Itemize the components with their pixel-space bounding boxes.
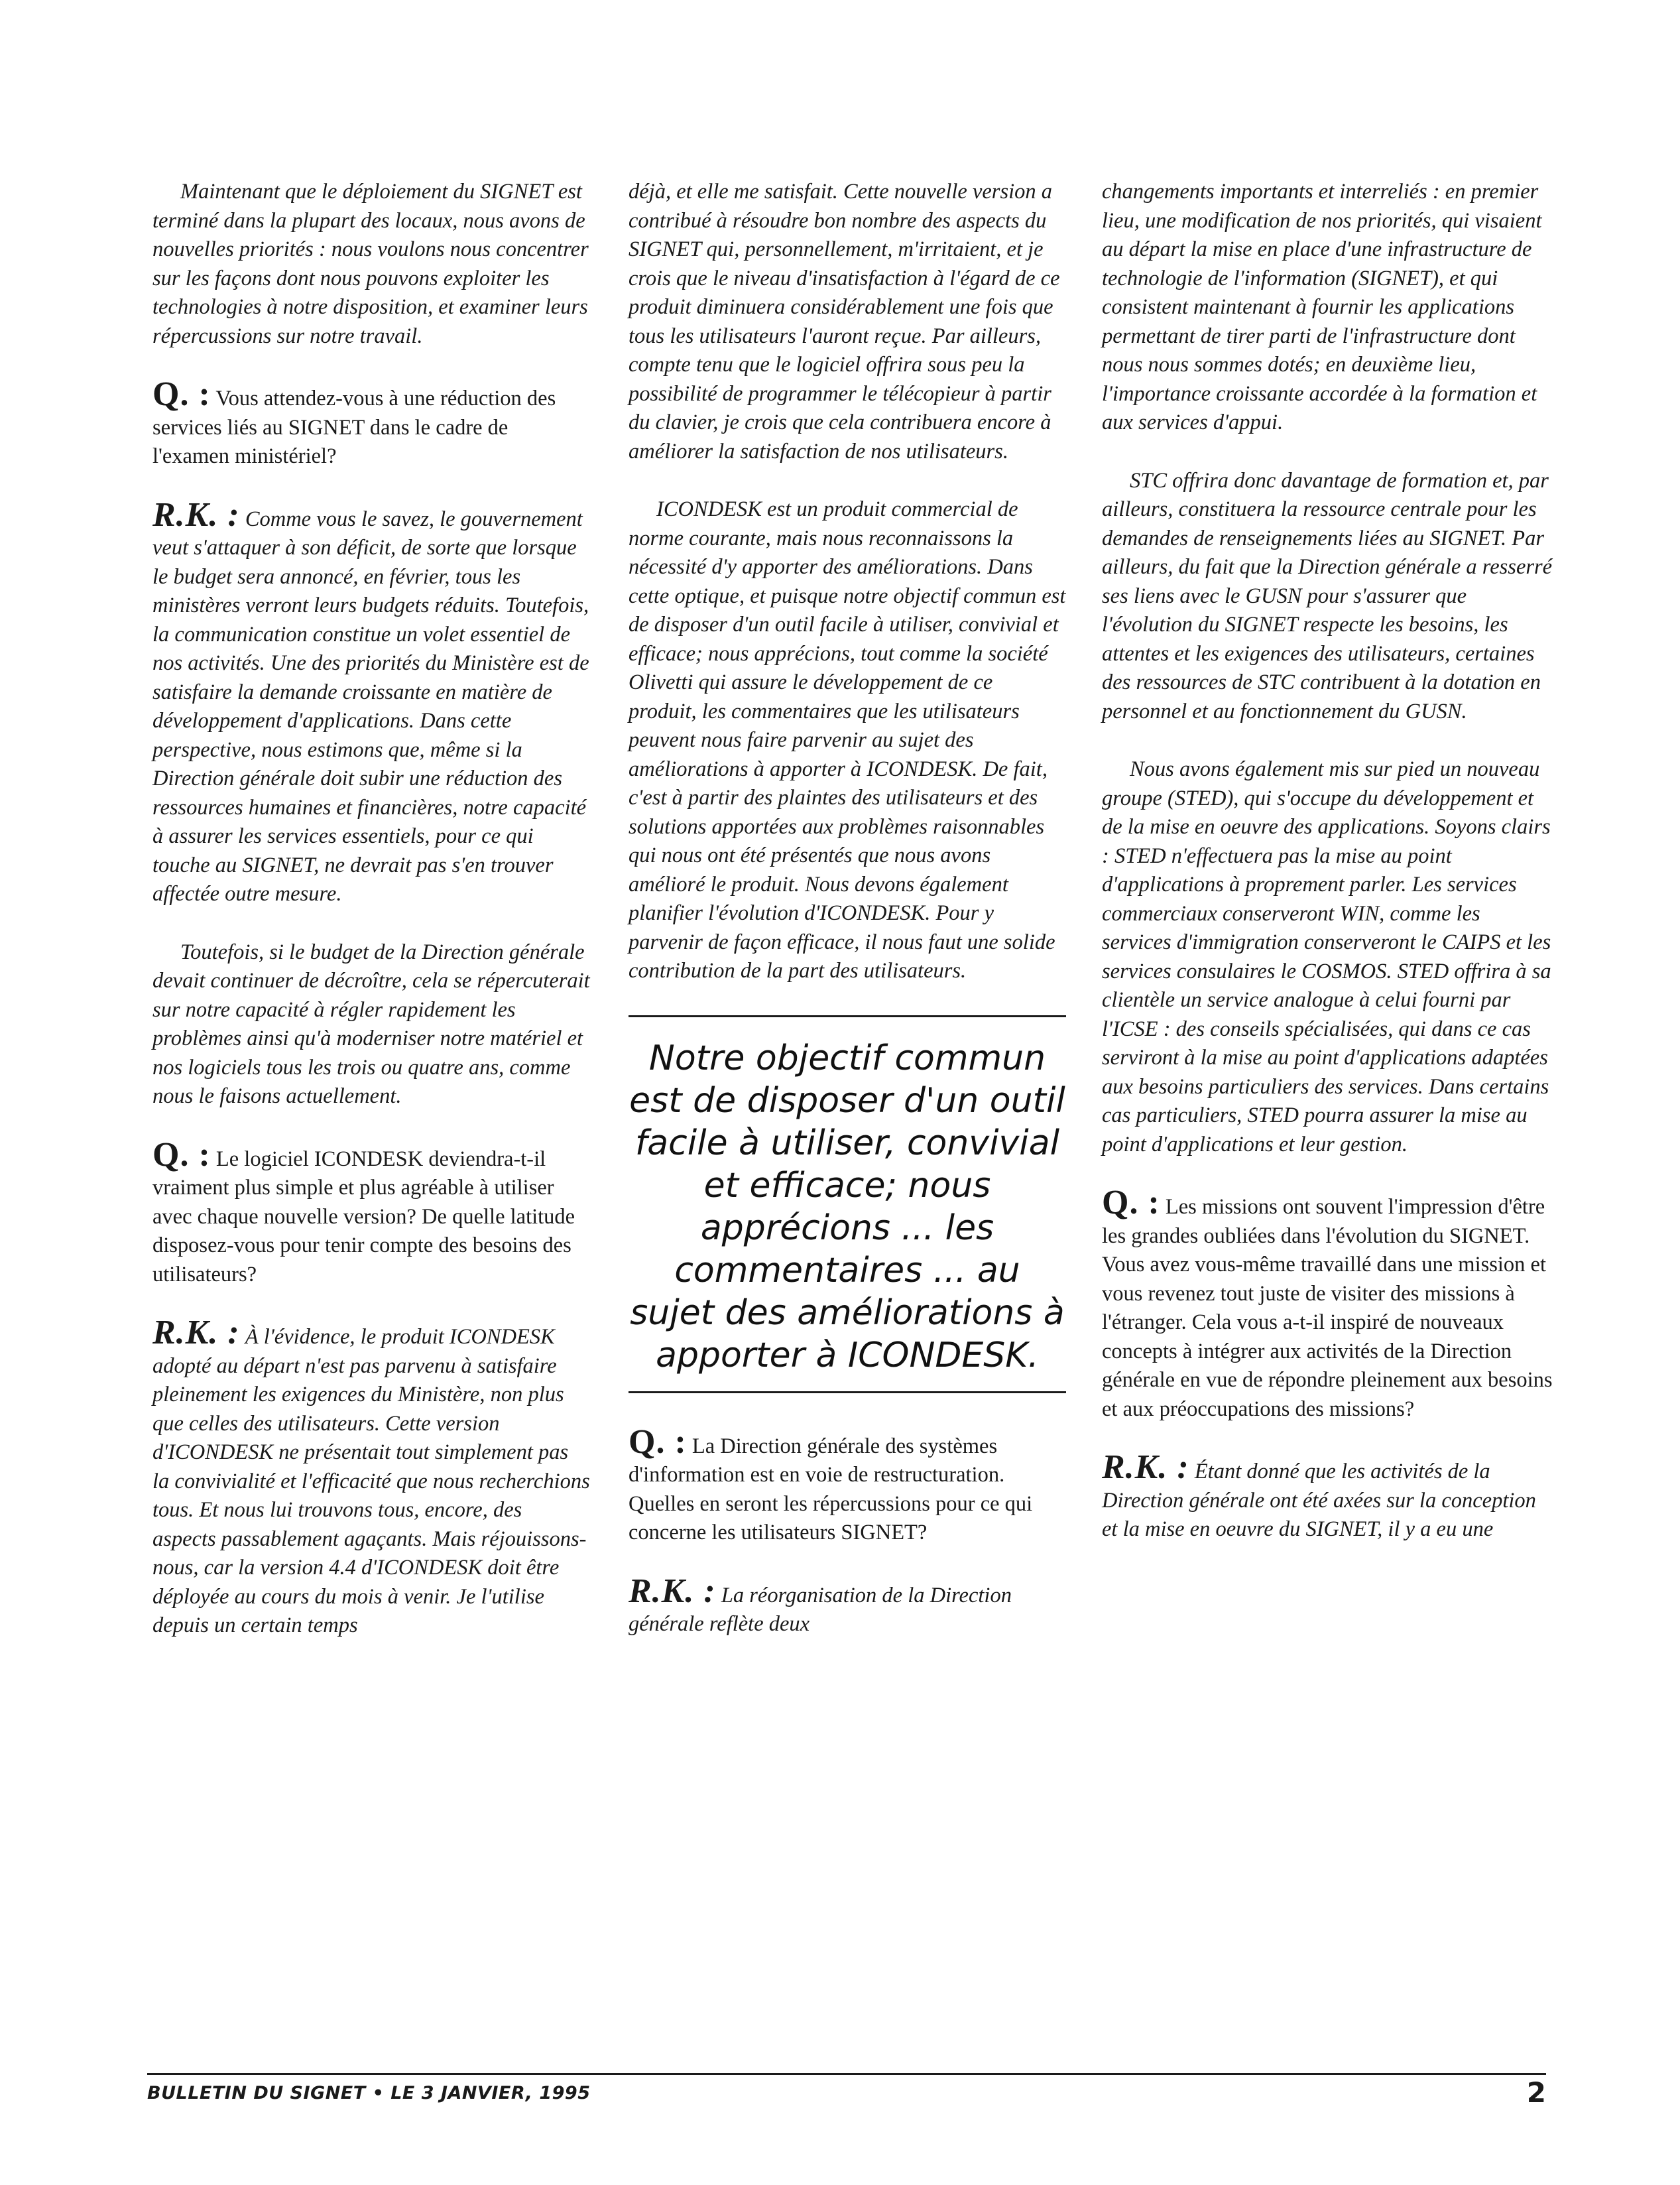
column-2 (629, 178, 1066, 1668)
answer-label: R.K. : (629, 1572, 716, 1610)
answer (629, 1572, 1066, 1639)
answer (152, 495, 590, 909)
answer-label: R.K. : (1102, 1448, 1189, 1486)
question (1102, 1184, 1553, 1424)
paragraph: Maintenant que le déploiement du SIGNET est terminé dans la plupart des locaux, nous avons de nouvelles priorités : nous voulons nous concentrer sur les façons dont nous pouvons exploiter les technologies à notre disposition, et examiner leurs répercussions sur notre travail. (152, 180, 589, 348)
question-label: Q. : (1102, 1184, 1160, 1221)
paragraph: Toutefois, si le budget de la Direction générale devait continuer de décroître, cela se répercuterait sur notre capacité à régler rapidement les problèmes ainsi qu'à moderniser notre matériel et nos logiciels tous les trois ou quatre ans, comme nous le faisons actuellement. (152, 940, 590, 1108)
question-label: Q. : (629, 1422, 687, 1461)
paragraph: déjà, et elle me satisfait. Cette nouvelle version a contribué à résoudre bon nombre des aspects du SIGNET qui, personnellement, m'irritaient, et je crois que le niveau d'insatisfaction à l'égard de ce produit diminuera considérablement une fois que tous les utilisateurs l'auront reçue. Par ailleurs, compte tenu que le logiciel offrira sous peu la possibilité de programmer le télécopieur à partir du clavier, je crois que cela contribuera encore à améliorer la satisfaction de nos utilisateurs. (629, 180, 1060, 464)
pull-quote (629, 1015, 1066, 1393)
answer-text: La réorganisation de la Direction générale reflète deux (629, 1583, 1012, 1636)
question-text: Les missions ont souvent l'impression d'être les grandes oubliées dans l'évolution du SIGNET. Vous avez vous-même travaillé dans une mission et vous revenez tout juste de visiter des missions à l'étranger. Cela vous a-t-il inspiré de nouveaux concepts à intégrer aux activités de la Direction générale en vue de répondre pleinement aux besoins et aux préoccupations des missions? (1102, 1195, 1553, 1421)
answer-text: Étant donné que les activités de la Direction générale ont été axées sur la conception et la mise en oeuvre du SIGNET, il y a eu une (1102, 1460, 1536, 1541)
paragraph: Nous avons également mis sur pied un nouveau groupe (STED), qui s'occupe du développement et de la mise en oeuvre des applications. Soyons clairs : STED n'effectuera pas la mise au point d'applications à proprement parler. Les services commerciaux conserveront WIN, comme les services d'immigration conserveront le CAIPS et les services consulaires le COSMOS. STED offrira à sa clientèle un service analogue à celui fourni par l'ICSE : des conseils spécialisées, qui dans ce cas serviront à la mise au point d'applications adaptées aux besoins particuliers des services. Dans certains cas particuliers, STED pourra assurer la mise au point d'applications et leur gestion. (1102, 757, 1551, 1156)
answer-text: À l'évidence, le produit ICONDESK adopté au départ n'est pas parvenu à satisfaire pleinement les exigences du Ministère, non plus que celles des utilisateurs. Cette version d'ICONDESK ne présentait tout simplement pas la convivialité et l'efficacité que nous recherchions tous. Et nous lui trouvons tous, encore, des aspects passablement agaçants. Mais réjouissons-nous, car la version 4.4 d'ICONDESK doit être déployée au cours du mois à venir. Je l'utilise depuis un certain temps (152, 1325, 590, 1637)
question-text: Le logiciel ICONDESK deviendra-t-il vraiment plus simple et plus agréable à utiliser avec chaque nouvelle version? De quelle latitude disposez-vous pour tenir compte des besoins des utilisateurs? (152, 1147, 575, 1286)
paragraph: ICONDESK est un produit commercial de norme courante, mais nous reconnaissons la nécessité d'y apporter des améliorations. Dans cette optique, et puisque notre objectif commun est de disposer d'un outil facile à utiliser, convivial et efficace; nous apprécions, tout comme la société Olivetti qui assure le développement de ce produit, les commentaires que les utilisateurs peuvent nous faire parvenir au sujet des améliorations à apporter à ICONDESK. De fait, c'est à partir des plaintes des utilisateurs et des solutions apportées aux problèmes raisonnables qui nous ont été présentés que nous avons amélioré le produit. Nous devons également planifier l'évolution d'ICONDESK. Pour y parvenir de façon efficace, il nous faut une solide contribution de la part des utilisateurs. (629, 497, 1066, 983)
paragraph: STC offrira donc davantage de formation et, par ailleurs, constituera la ressource centrale pour les demandes de renseignements liées au SIGNET. Par ailleurs, du fait que la Direction générale a resserré ses liens avec le GUSN pour s'assurer que l'évolution du SIGNET respecte les besoins, les attentes et les exigences des utilisateurs, certaines des ressources de STC contribuent à la dotation en personnel et au fonctionnement du GUSN. (1102, 468, 1553, 723)
column-1 (152, 178, 590, 1670)
answer-label: R.K. : (152, 1314, 240, 1351)
answer (152, 1314, 590, 1641)
footer-title: BULLETIN DU SIGNET • LE 3 JANVIER, 1995 (147, 2083, 591, 2103)
question-label: Q. : (152, 375, 211, 413)
question (629, 1422, 1066, 1548)
question-text: La Direction générale des systèmes d'information est en voie de restructuration. Quelles en seront les répercussions pour ce qui concerne les utilisateurs SIGNET? (629, 1434, 1033, 1544)
answer-label: R.K. : (152, 495, 240, 534)
question-text: Vous attendez-vous à une réduction des services liés au SIGNET dans le cadre de l'examen ministériel? (152, 387, 556, 468)
answer-text: Comme vous le savez, le gouvernement veut s'attaquer à son déficit, de sorte que lorsque le budget sera annoncé, en février, tous les ministères verront leurs budgets réduits. Toutefois, la communication constitue un volet essentiel de nos activités. Une des priorités du Ministère est de satisfaire la demande croissante en matière de développement d'applications. Dans cette perspective, nous estimons que, même si la Direction générale doit subir une réduction des ressources humaines et financières, notre capacité à assurer les services essentiels, pour ce qui touche au SIGNET, ne devrait pas s'en trouver affectée outre mesure. (152, 507, 589, 906)
question (152, 375, 590, 471)
pull-quote-text: Notre objectif commun est de disposer d'un outil facile à utiliser, convivial et efficace; nous apprécions ... les commentaires ... au sujet des améliorations à apporter à ICONDESK. (629, 1038, 1065, 1375)
paragraph: changements importants et interreliés : en premier lieu, une modification de nos priorités, qui visaient au départ la mise en place d'une infrastructure de technologie de l'information (SIGNET), et qui consistent maintenant à fournir les applications permettant de tirer parti de l'infrastructure dont nous nous sommes dotés; en deuxième lieu, l'importance croissante accordée à la formation et aux services d'appui. (1102, 180, 1542, 434)
column-3 (1102, 178, 1553, 1574)
question (152, 1135, 590, 1290)
page-footer (147, 2073, 1546, 2109)
page-number: 2 (1526, 2076, 1546, 2109)
question-label: Q. : (152, 1135, 211, 1174)
answer (1102, 1448, 1553, 1544)
